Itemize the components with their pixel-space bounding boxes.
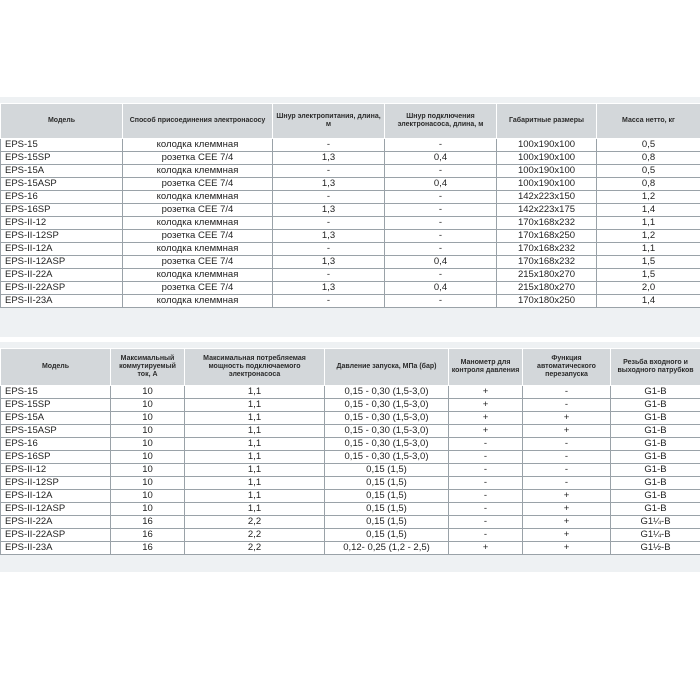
power-cell: 1,1 bbox=[185, 425, 325, 438]
pump-cord-cell: 0,4 bbox=[385, 178, 497, 191]
auto-restart-cell: - bbox=[523, 451, 611, 464]
pressure-cell: 0,15 - 0,30 (1,5-3,0) bbox=[325, 425, 449, 438]
weight-cell: 0,8 bbox=[597, 178, 700, 191]
model-cell: EPS-II-22ASP bbox=[1, 282, 123, 295]
current-cell: 10 bbox=[111, 464, 185, 477]
table-row bbox=[1, 490, 700, 503]
pump-cord-cell: 0,4 bbox=[385, 282, 497, 295]
power-cord-cell: - bbox=[273, 217, 385, 230]
model-cell: EPS-15A bbox=[1, 412, 111, 425]
power-cord-cell: 1,3 bbox=[273, 256, 385, 269]
dimensions-cell: 215x180x270 bbox=[497, 282, 597, 295]
model-cell: EPS-II-12SP bbox=[1, 230, 123, 243]
auto-restart-cell: - bbox=[523, 399, 611, 412]
power-cell: 1,1 bbox=[185, 490, 325, 503]
pump-cord-cell: - bbox=[385, 295, 497, 308]
table-row bbox=[1, 243, 700, 256]
model-cell: EPS-16SP bbox=[1, 451, 111, 464]
col-net-weight: Масса нетто, кг bbox=[597, 104, 700, 139]
table-row bbox=[1, 516, 700, 529]
weight-cell: 1,1 bbox=[597, 243, 700, 256]
dimensions-cell: 170x168x232 bbox=[497, 256, 597, 269]
col-power-cord-length: Шнур электропитания, длина, м bbox=[273, 104, 385, 139]
power-cell: 1,1 bbox=[185, 412, 325, 425]
dimensions-cell: 142x223x175 bbox=[497, 204, 597, 217]
current-cell: 10 bbox=[111, 412, 185, 425]
thread-cell: G1-B bbox=[611, 438, 700, 451]
model-cell: EPS-16 bbox=[1, 438, 111, 451]
pressure-cell: 0,15 (1,5) bbox=[325, 464, 449, 477]
table-row bbox=[1, 139, 700, 152]
weight-cell: 2,0 bbox=[597, 282, 700, 295]
model-cell: EPS-16SP bbox=[1, 204, 123, 217]
manometer-cell: - bbox=[449, 464, 523, 477]
thread-cell: G1-B bbox=[611, 503, 700, 516]
manometer-cell: - bbox=[449, 516, 523, 529]
col-manometer: Манометр для контроля давления bbox=[449, 349, 523, 386]
model-cell: EPS-II-12SP bbox=[1, 477, 111, 490]
auto-restart-cell: + bbox=[523, 516, 611, 529]
pump-cord-cell: - bbox=[385, 165, 497, 178]
power-cell: 2,2 bbox=[185, 516, 325, 529]
manometer-cell: + bbox=[449, 425, 523, 438]
model-cell: EPS-15 bbox=[1, 386, 111, 399]
model-cell: EPS-16 bbox=[1, 191, 123, 204]
col-pump-cord-length: Шнур подключения электронасоса, длина, м bbox=[385, 104, 497, 139]
power-cord-cell: - bbox=[273, 243, 385, 256]
manometer-cell: - bbox=[449, 451, 523, 464]
thread-cell: G1-B bbox=[611, 399, 700, 412]
dimensions-cell: 142x223x150 bbox=[497, 191, 597, 204]
table-row bbox=[1, 542, 700, 555]
model-cell: EPS-II-12ASP bbox=[1, 256, 123, 269]
power-cord-cell: 1,3 bbox=[273, 282, 385, 295]
table-header-row bbox=[1, 349, 700, 386]
table-row bbox=[1, 425, 700, 438]
dimensions-cell: 100x190x100 bbox=[497, 178, 597, 191]
thread-cell: G1¼-B bbox=[611, 529, 700, 542]
weight-cell: 1,4 bbox=[597, 204, 700, 217]
pressure-switch-dimensions-table bbox=[0, 103, 700, 308]
table-row bbox=[1, 204, 700, 217]
power-cord-cell: - bbox=[273, 139, 385, 152]
table-row bbox=[1, 451, 700, 464]
weight-cell: 1,4 bbox=[597, 295, 700, 308]
col-auto-restart: Функция автоматического перезапуска bbox=[523, 349, 611, 386]
pump-cord-cell: - bbox=[385, 191, 497, 204]
weight-cell: 0,5 bbox=[597, 165, 700, 178]
thread-cell: G1-B bbox=[611, 490, 700, 503]
pump-cord-cell: - bbox=[385, 139, 497, 152]
table-row bbox=[1, 256, 700, 269]
model-cell: EPS-II-23A bbox=[1, 295, 123, 308]
power-cord-cell: - bbox=[273, 165, 385, 178]
connection-cell: розетка CEE 7/4 bbox=[123, 256, 273, 269]
table-row bbox=[1, 178, 700, 191]
model-cell: EPS-II-12 bbox=[1, 217, 123, 230]
pressure-cell: 0,15 - 0,30 (1,5-3,0) bbox=[325, 451, 449, 464]
thread-cell: G1-B bbox=[611, 451, 700, 464]
connection-cell: колодка клеммная bbox=[123, 139, 273, 152]
col-connection-method: Способ присоединения электронасосу bbox=[123, 104, 273, 139]
power-cord-cell: - bbox=[273, 269, 385, 282]
col-model: Модель bbox=[1, 349, 111, 386]
table-header-row bbox=[1, 104, 700, 139]
pump-cord-cell: 0,4 bbox=[385, 152, 497, 165]
current-cell: 10 bbox=[111, 386, 185, 399]
connection-cell: розетка CEE 7/4 bbox=[123, 178, 273, 191]
pressure-cell: 0,15 - 0,30 (1,5-3,0) bbox=[325, 438, 449, 451]
connection-cell: розетка CEE 7/4 bbox=[123, 282, 273, 295]
power-cord-cell: 1,3 bbox=[273, 152, 385, 165]
power-cord-cell: 1,3 bbox=[273, 230, 385, 243]
model-cell: EPS-15A bbox=[1, 165, 123, 178]
pressure-cell: 0,15 (1,5) bbox=[325, 490, 449, 503]
power-cord-cell: 1,3 bbox=[273, 204, 385, 217]
current-cell: 10 bbox=[111, 451, 185, 464]
col-max-current: Максимальный коммутируемый ток, А bbox=[111, 349, 185, 386]
manometer-cell: - bbox=[449, 477, 523, 490]
manometer-cell: + bbox=[449, 542, 523, 555]
current-cell: 10 bbox=[111, 477, 185, 490]
connection-cell: колодка клеммная bbox=[123, 243, 273, 256]
dimensions-cell: 170x168x250 bbox=[497, 230, 597, 243]
pressure-cell: 0,15 - 0,30 (1,5-3,0) bbox=[325, 412, 449, 425]
connection-cell: колодка клеммная bbox=[123, 295, 273, 308]
col-thread: Резьба входного и выходного патрубков bbox=[611, 349, 700, 386]
auto-restart-cell: - bbox=[523, 464, 611, 477]
dimensions-cell: 215x180x270 bbox=[497, 269, 597, 282]
thread-cell: G1-B bbox=[611, 464, 700, 477]
power-cell: 1,1 bbox=[185, 386, 325, 399]
col-dimensions: Габаритные размеры bbox=[497, 104, 597, 139]
pressure-cell: 0,12- 0,25 (1,2 - 2,5) bbox=[325, 542, 449, 555]
pump-cord-cell: - bbox=[385, 217, 497, 230]
model-cell: EPS-II-22A bbox=[1, 269, 123, 282]
power-cell: 1,1 bbox=[185, 399, 325, 412]
model-cell: EPS-II-12A bbox=[1, 490, 111, 503]
thread-cell: G1-B bbox=[611, 412, 700, 425]
connection-cell: колодка клеммная bbox=[123, 191, 273, 204]
dimensions-cell: 170x180x250 bbox=[497, 295, 597, 308]
pump-cord-cell: - bbox=[385, 269, 497, 282]
dimensions-cell: 170x168x232 bbox=[497, 243, 597, 256]
connection-cell: розетка CEE 7/4 bbox=[123, 152, 273, 165]
manometer-cell: + bbox=[449, 386, 523, 399]
weight-cell: 1,5 bbox=[597, 256, 700, 269]
col-max-power: Максимальная потребляемая мощность подключаемого электронасоса bbox=[185, 349, 325, 386]
current-cell: 10 bbox=[111, 399, 185, 412]
table-row bbox=[1, 438, 700, 451]
pump-cord-cell: - bbox=[385, 243, 497, 256]
model-cell: EPS-II-12A bbox=[1, 243, 123, 256]
table-row bbox=[1, 191, 700, 204]
pressure-switch-electrical-table bbox=[0, 348, 700, 555]
connection-cell: розетка CEE 7/4 bbox=[123, 230, 273, 243]
manometer-cell: - bbox=[449, 529, 523, 542]
connection-cell: колодка клеммная bbox=[123, 217, 273, 230]
weight-cell: 1,1 bbox=[597, 217, 700, 230]
power-cell: 1,1 bbox=[185, 438, 325, 451]
auto-restart-cell: + bbox=[523, 490, 611, 503]
power-cell: 2,2 bbox=[185, 542, 325, 555]
auto-restart-cell: - bbox=[523, 386, 611, 399]
dimensions-cell: 100x190x100 bbox=[497, 165, 597, 178]
power-cord-cell: 1,3 bbox=[273, 178, 385, 191]
table-row bbox=[1, 529, 700, 542]
current-cell: 16 bbox=[111, 542, 185, 555]
current-cell: 10 bbox=[111, 438, 185, 451]
model-cell: EPS-15ASP bbox=[1, 178, 123, 191]
model-cell: EPS-II-23A bbox=[1, 542, 111, 555]
manometer-cell: - bbox=[449, 503, 523, 516]
weight-cell: 0,5 bbox=[597, 139, 700, 152]
power-cell: 1,1 bbox=[185, 451, 325, 464]
table-row bbox=[1, 464, 700, 477]
thread-cell: G1-B bbox=[611, 477, 700, 490]
col-start-pressure: Давление запуска, МПа (бар) bbox=[325, 349, 449, 386]
auto-restart-cell: + bbox=[523, 529, 611, 542]
connection-cell: колодка клеммная bbox=[123, 269, 273, 282]
model-cell: EPS-15 bbox=[1, 139, 123, 152]
current-cell: 10 bbox=[111, 425, 185, 438]
table-row bbox=[1, 165, 700, 178]
pressure-cell: 0,15 (1,5) bbox=[325, 529, 449, 542]
power-cord-cell: - bbox=[273, 191, 385, 204]
thread-cell: G1½-B bbox=[611, 542, 700, 555]
auto-restart-cell: - bbox=[523, 438, 611, 451]
table-row bbox=[1, 295, 700, 308]
auto-restart-cell: + bbox=[523, 425, 611, 438]
manometer-cell: + bbox=[449, 412, 523, 425]
current-cell: 16 bbox=[111, 516, 185, 529]
pump-cord-cell: - bbox=[385, 204, 497, 217]
dimensions-cell: 170x168x232 bbox=[497, 217, 597, 230]
dimensions-cell: 100x190x100 bbox=[497, 139, 597, 152]
pressure-cell: 0,15 (1,5) bbox=[325, 503, 449, 516]
pump-cord-cell: 0,4 bbox=[385, 256, 497, 269]
pressure-cell: 0,15 - 0,30 (1,5-3,0) bbox=[325, 386, 449, 399]
current-cell: 10 bbox=[111, 490, 185, 503]
col-model: Модель bbox=[1, 104, 123, 139]
table-row bbox=[1, 282, 700, 295]
table-row bbox=[1, 269, 700, 282]
model-cell: EPS-15ASP bbox=[1, 425, 111, 438]
power-cell: 1,1 bbox=[185, 503, 325, 516]
power-cell: 1,1 bbox=[185, 477, 325, 490]
power-cell: 1,1 bbox=[185, 464, 325, 477]
auto-restart-cell: + bbox=[523, 503, 611, 516]
thread-cell: G1¼-B bbox=[611, 516, 700, 529]
thread-cell: G1-B bbox=[611, 425, 700, 438]
weight-cell: 1,5 bbox=[597, 269, 700, 282]
model-cell: EPS-II-12ASP bbox=[1, 503, 111, 516]
weight-cell: 0,8 bbox=[597, 152, 700, 165]
table-row bbox=[1, 399, 700, 412]
table-row bbox=[1, 152, 700, 165]
model-cell: EPS-15SP bbox=[1, 399, 111, 412]
manometer-cell: - bbox=[449, 490, 523, 503]
connection-cell: колодка клеммная bbox=[123, 165, 273, 178]
current-cell: 16 bbox=[111, 529, 185, 542]
model-cell: EPS-II-22A bbox=[1, 516, 111, 529]
model-cell: EPS-II-12 bbox=[1, 464, 111, 477]
pressure-cell: 0,15 (1,5) bbox=[325, 516, 449, 529]
weight-cell: 1,2 bbox=[597, 191, 700, 204]
table-row bbox=[1, 412, 700, 425]
power-cell: 2,2 bbox=[185, 529, 325, 542]
dimensions-cell: 100x190x100 bbox=[497, 152, 597, 165]
table-row bbox=[1, 386, 700, 399]
table-row bbox=[1, 217, 700, 230]
table-row bbox=[1, 230, 700, 243]
manometer-cell: + bbox=[449, 399, 523, 412]
power-cord-cell: - bbox=[273, 295, 385, 308]
model-cell: EPS-II-22ASP bbox=[1, 529, 111, 542]
weight-cell: 1,2 bbox=[597, 230, 700, 243]
auto-restart-cell: + bbox=[523, 412, 611, 425]
table-row bbox=[1, 477, 700, 490]
pump-cord-cell: - bbox=[385, 230, 497, 243]
pressure-cell: 0,15 - 0,30 (1,5-3,0) bbox=[325, 399, 449, 412]
model-cell: EPS-15SP bbox=[1, 152, 123, 165]
auto-restart-cell: + bbox=[523, 542, 611, 555]
pressure-cell: 0,15 (1,5) bbox=[325, 477, 449, 490]
table-row bbox=[1, 503, 700, 516]
current-cell: 10 bbox=[111, 503, 185, 516]
auto-restart-cell: - bbox=[523, 477, 611, 490]
connection-cell: розетка CEE 7/4 bbox=[123, 204, 273, 217]
thread-cell: G1-B bbox=[611, 386, 700, 399]
manometer-cell: - bbox=[449, 438, 523, 451]
